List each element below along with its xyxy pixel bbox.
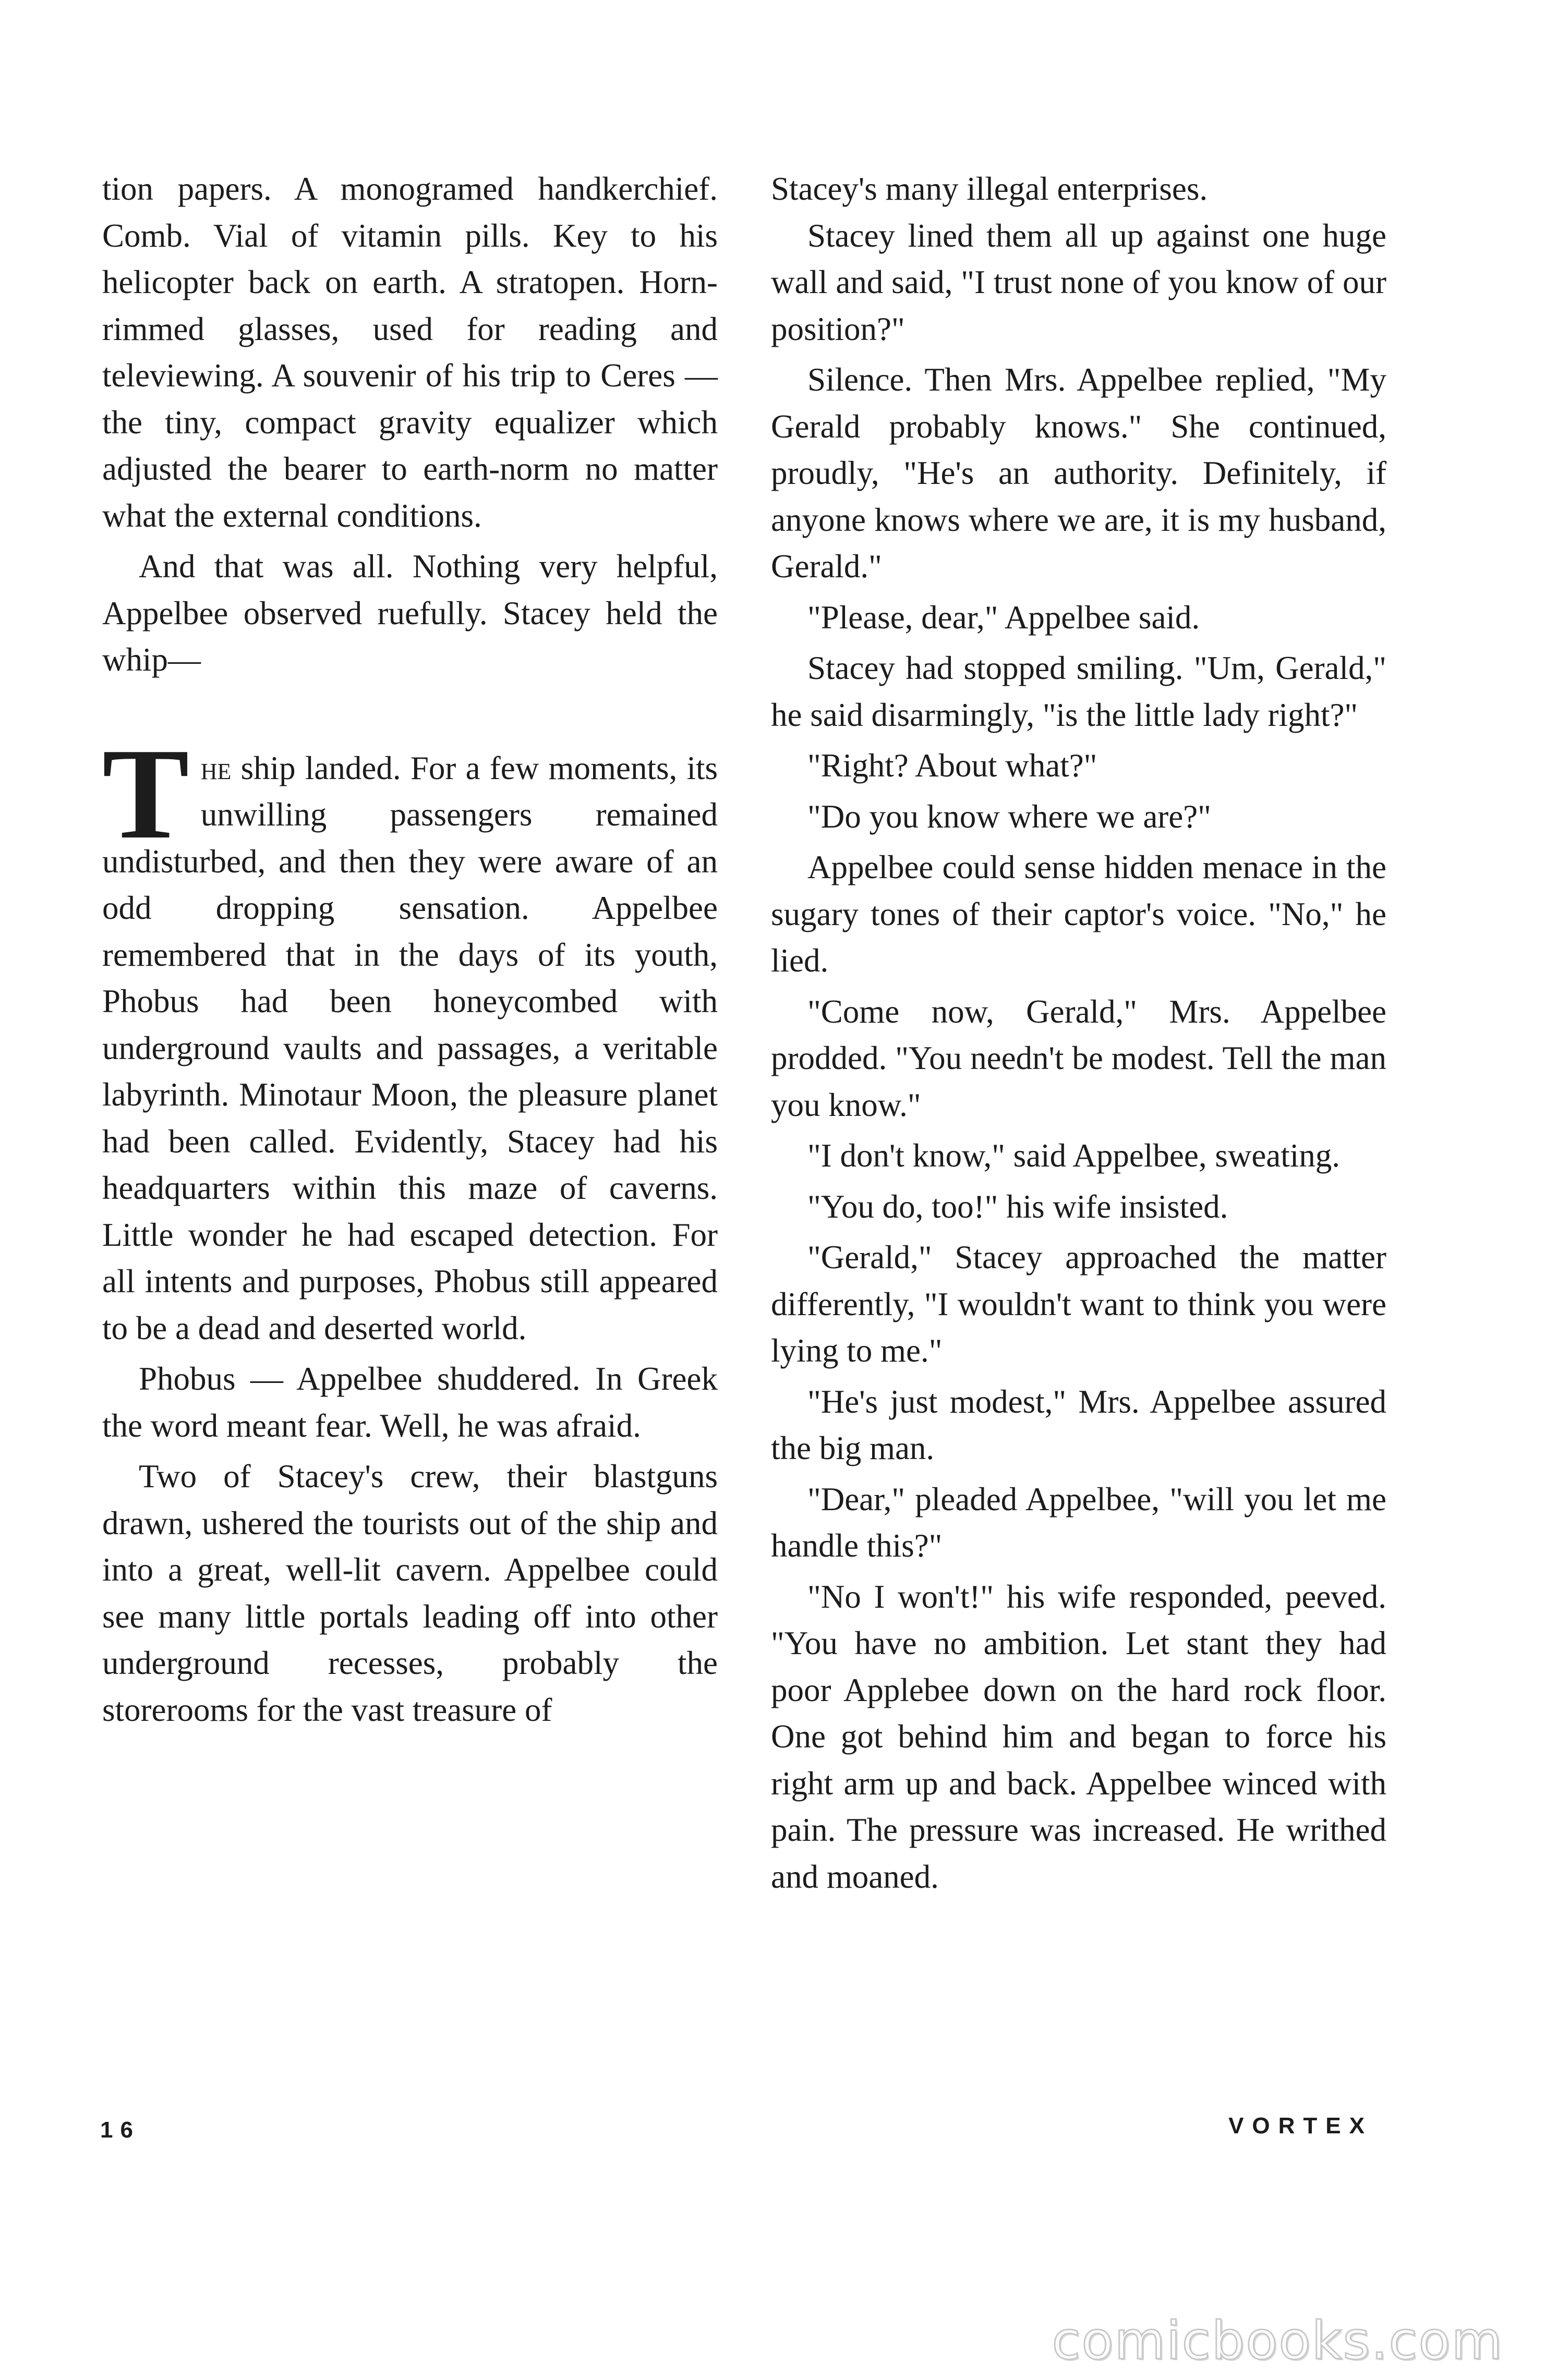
paragraph: Phobus — Appelbee shuddered. In Greek the word meant fear. Well, he was afraid. <box>102 1361 718 1444</box>
paragraph: "I don't know," said Appelbee, sweating. <box>807 1137 1341 1174</box>
paragraph: "Gerald," Stacey approached the matter differently, "I wouldn't want to think you were lying to me." <box>771 1239 1386 1369</box>
site-watermark: comicbooks.com <box>1052 2310 1503 2371</box>
paragraph: And that was all. Nothing very helpful, Appelbee observed ruefully. Stacey held the whip— <box>102 548 718 678</box>
paragraph: "He's just modest," Mrs. Appelbee assured the big man. <box>771 1383 1386 1466</box>
paragraph: Appelbee could sense hidden menace in the sugary tones of their captor's voice. "No," he lied. <box>771 849 1386 979</box>
paragraph: "Please, dear," Appelbee said. <box>807 599 1200 636</box>
page-number: 16 <box>100 2117 140 2143</box>
paragraph: Stacey's many illegal enterprises. <box>771 171 1208 207</box>
left-text-column <box>102 166 718 1733</box>
paragraph: Two of Stacey's crew, their blastguns drawn, ushered the tourists out of the ship and into a great, well-lit cavern. Appelbee could see many little portals leading off into other underground recesses, probably the storerooms for the vast treasure of <box>102 1458 718 1728</box>
paragraph: "Do you know where we are?" <box>807 798 1211 835</box>
paragraph: "Right? About what?" <box>807 747 1097 784</box>
paragraph: "Dear," pleaded Appelbee, "will you let me handle this?" <box>771 1480 1386 1564</box>
paragraph: tion papers. A monogramed handkerchief. Comb. Vial of vitamin pills. Key to his helicopter back on earth. A stratopen. Horn-rimmed glasses, used for reading and televiewing. A souvenir of his trip to Ceres — the tiny, compact gravity equalizer which adjusted the bearer to earth-norm no matter what the external conditions. <box>102 171 718 534</box>
paragraph: "No I won't!" his wife responded, peeved. "You have no ambition. Let stant they had poor Applebee down on the hard rock floor. One got behind him and began to force his right arm up and back. Appelbee winced with pain. The pressure was increased. He writhed and moaned. <box>771 1578 1386 1895</box>
magazine-name: VORTEX <box>1228 2113 1373 2139</box>
small-caps-lead: he <box>200 749 232 786</box>
paragraph: Silence. Then Mrs. Appelbee replied, "My Gerald probably knows." She continued, proudly, "He's an authority. Definitely, if anyone knows where we are, it is my husband, Gerald." <box>771 361 1386 585</box>
right-text-column <box>771 166 1386 1900</box>
paragraph: Stacey had stopped smiling. "Um, Gerald," he said disarmingly, "is the little lady right?" <box>771 650 1386 733</box>
section-opening-paragraph <box>102 721 718 1352</box>
paragraph-text: ship landed. For a few moments, its unwilling passengers remained undisturbed, and then they were aware of an odd dropping sensation. Appelbee remembered that in the days of its youth, Phobus had been honeycombed with underground vaults and passages, a veritable labyrinth. Minotaur Moon, the pleasure planet had been called. Evidently, Stacey had his headquarters within this maze of caverns. Little wonder he had escaped detection. For all intents and purposes, Phobus still appeared to be a dead and deserted world. <box>102 749 718 1346</box>
paragraph: "You do, too!" his wife insisted. <box>807 1188 1228 1225</box>
paragraph: Stacey lined them all up against one huge wall and said, "I trust none of you know of our position?" <box>771 217 1386 347</box>
drop-cap: T <box>102 721 189 866</box>
paragraph: "Come now, Gerald," Mrs. Appelbee prodded. "You needn't be modest. Tell the man you know." <box>771 993 1386 1123</box>
